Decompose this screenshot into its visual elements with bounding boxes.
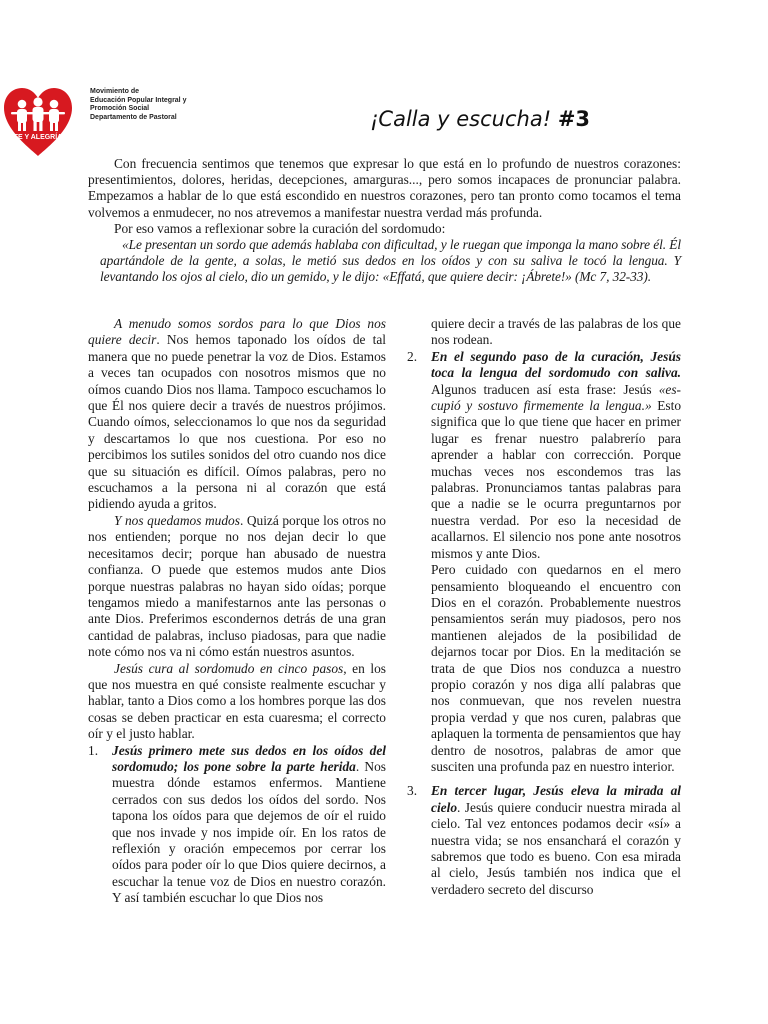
paragraph-text: . Quizá porque los otros no nos entienden; porque no nos dejan decir lo que necesitamos decir; porque han abusado de nuestra confianza. O puede que estemos mudos ante Dios porque nuestras palabras no hayan sido oídas; porque tengamos miedo a manifestarnos ante las personas o ante Dios. Preferimos escondernos detrás de una gran cantidad de palabras, incluso piadosas, para que nadie note cómo nos va ni cómo están nuestros asuntos. <box>88 512 386 660</box>
gospel-quote: «Le presentan un sordo que además hablaba con dificultad, y le ruegan que imponga la mano sobre él. Él apartándole de la gente, a solas, le metió sus dedos en los oídos y con su saliva le tocó la lengua. Y levantando los ojos al cielo, dio un gemido, y le dijo: «Effatá, que quiere decir: ¡Ábrete!» (Mc 7, 32-33). <box>100 237 681 285</box>
org-line: Promoción Social <box>90 105 150 113</box>
list-number: 1. <box>88 742 99 758</box>
list-item <box>407 349 681 562</box>
paragraph-text: , en los que nos muestra en qué consiste realmente escuchar y hablar, tanto a Dios como a los hombres porque las dos cosas se deben practicar en esta cuaresma; el correcto oír y el justo hablar. <box>88 660 387 742</box>
list-item-heading: Jesús primero mete sus dedos en los oídos del sordomudo; los pone sobre la parte herida <box>112 742 386 774</box>
paragraph-italic-lead: Jesús cura al sordomudo en cinco pasos <box>114 660 344 676</box>
body-paragraph <box>88 513 386 661</box>
list-item-paragraph: Pero cuidado con quedarnos en el mero pensamiento bloqueando el encuentro con Dios en el corazón. Probablemente nuestros pensamientos serán muy piadosos, pero nos mantienen alejados de la posibilidad de dejarnos tocar por Dios. En la meditación se trata de que Dios nos conduzca a nuestro propio corazón y nos diga allí palabras que nos conmuevan, que nos revelen nuestra propia verdad y que nos curen, palabras que aplaquen la tormenta de pensamientos que hay dentro de nosotros, palabras de amor que susciten una profunda paz en nuestro interior. <box>431 562 681 774</box>
page-title <box>370 107 590 131</box>
list-item-continuation: quiere decir a través de las palabras de los que nos rodean. <box>431 316 681 348</box>
list-item-heading: En el segundo paso de la curación, Jesús toca la lengua del sordomudo con saliva. <box>431 348 681 381</box>
list-number: 3. <box>407 783 418 799</box>
org-line: Departamento de Pastoral <box>90 113 177 121</box>
intro-paragraph: Con frecuencia sentimos que tenemos que expresar lo que está en lo profundo de nuestros corazones: presentimientos, dolores, heridas, decepciones, amarguras..., pero somos incapaces de pronunciar palabra. Empezamos a hablar de lo que está escondido en nuestros corazones, pero tan pronto como tocamos el tema volvemos a enmudecer, no nos atrevemos a manifestar nuestra verdad más profunda. <box>88 156 681 220</box>
heart-logo-icon <box>2 86 74 158</box>
intro-paragraph-lead: Por eso vamos a reflexionar sobre la curación del sordomudo: <box>114 220 446 236</box>
paragraph-italic-lead: Y nos quedamos mudos <box>114 512 240 528</box>
list-item-text: Esto significa que lo que tiene que hacer en primer lugar es frenar nuestro palabrerío para aprender a hablar con corrección. Porque muchas veces nos escondemos tras las palabras. Pronunciamos tantas palabras para que a nadie se le ocurra preguntarnos por nuestra verdad. Por eso la necesidad de acallarnos. El silencio nos pone ante nosotros mismos y ante Dios. <box>431 398 682 561</box>
list-number: 2. <box>407 348 418 364</box>
list-item <box>407 783 681 898</box>
list-item <box>88 743 386 907</box>
list-item-italic: «es-cupió y sostuvo firmemente la lengua.» <box>431 381 681 414</box>
title-text: ¡Calla y escucha! <box>370 107 552 131</box>
paragraph-italic-lead: A menudo somos sordos para lo que Dios nos quiere decir <box>88 316 386 348</box>
logo <box>2 86 74 158</box>
title-number: #3 <box>557 107 591 131</box>
right-column <box>407 316 681 898</box>
organization-block <box>90 88 186 122</box>
list-item-text: . Nos muestra dónde estamos enfermos. Mantiene cerrados con sus dedos los oídos del sordo. Nos tapona los oídos para que dejemos de oír el ruido que nos invade y nos impide oír. En los ratos de reflexión y oración empecemos por cerrar los oídos para poder oír lo que Dios quiere decirnos, a escuchar la tenue voz de Dios en nuestro corazón. Y así también escuchar lo que Dios nos <box>112 758 386 906</box>
left-column <box>88 316 386 907</box>
org-line: Movimiento de <box>90 88 140 95</box>
list-item-text: Algunos traducen así esta frase: Jesús <box>431 381 659 397</box>
paragraph-text: . Nos hemos taponado los oídos de tal manera que no puede penetrar la voz de Dios. Estamos a veces tan ocupados con nosotros mismos que no oímos cuando Dios nos llama. Tampoco escuchamos lo que Él nos quiere decir a través de nuestros prójimos. Cuando oímos, seleccionamos lo que nos da seguridad y descartamos lo que nos cuestiona. Por eso no percibimos los sutiles sonidos del otro cuando nos dice que su situación es difícil. Oímos palabras, pero no escuchamos a la persona ni al corazón que está pidiendo ayuda a gritos. <box>88 332 386 512</box>
list-item-text: . Jesús quiere conducir nuestra mirada al cielo. Tal vez entonces podamos decir «sí» a nuestra vida; se nos ensanchará el corazón y sabremos que todo es bueno. Con esa mirada al cielo, Jesús también nos indica que el verdadero secreto del discurso <box>431 799 681 897</box>
logo-text: FE Y ALEGRÍA <box>13 134 63 141</box>
list-item-heading: En tercer lugar, Jesús eleva la mirada al cielo <box>431 783 681 815</box>
body-paragraph <box>88 661 386 743</box>
intro-section <box>88 156 681 286</box>
body-paragraph <box>88 316 386 513</box>
org-line: Educación Popular Integral y <box>90 96 187 104</box>
